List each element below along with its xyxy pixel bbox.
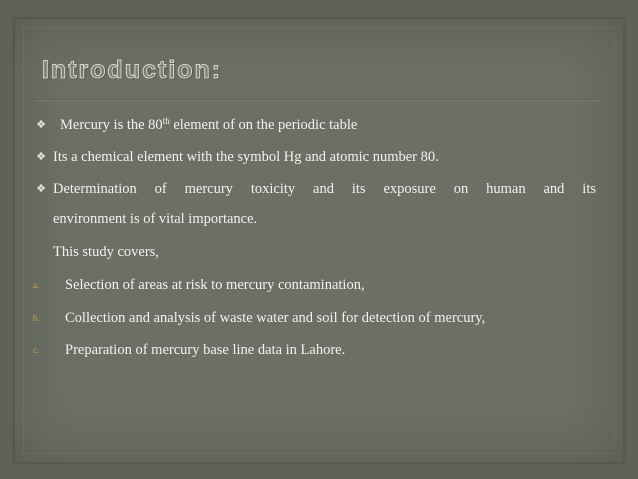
study-intro-text: This study covers, [53, 244, 159, 260]
bullet-text-line1: Determination of mercury toxicity and its exposure on human and its [53, 181, 596, 197]
letter-marker: b. [33, 313, 40, 323]
letter-marker: c. [33, 345, 40, 355]
diamond-bullet-icon: ❖ [36, 183, 46, 195]
title-divider [36, 99, 601, 101]
slide-frame [14, 18, 624, 463]
diamond-bullet-icon: ❖ [36, 119, 46, 131]
bullet-text-sup: th [162, 116, 170, 126]
numbered-text: Collection and analysis of waste water and soil for detection of mercury, [65, 310, 486, 326]
slide-title: Introduction: [42, 56, 223, 84]
letter-marker: a. [33, 280, 40, 290]
numbered-text: Selection of areas at risk to mercury contamination, [65, 277, 365, 293]
slide-inner-border [23, 27, 615, 454]
numbered-text: Preparation of mercury base line data in Lahore. [65, 342, 346, 358]
bullet-text-post: element of on the periodic table [169, 117, 358, 133]
diamond-bullet-icon: ❖ [36, 151, 46, 163]
bullet-text-line2: environment is of vital importance. [53, 211, 258, 227]
bullet-text: Its a chemical element with the symbol Hg and atomic number 80. [53, 149, 439, 165]
bullet-text-pre: Mercury is the 80 [60, 117, 163, 133]
bullet-text [60, 116, 357, 134]
